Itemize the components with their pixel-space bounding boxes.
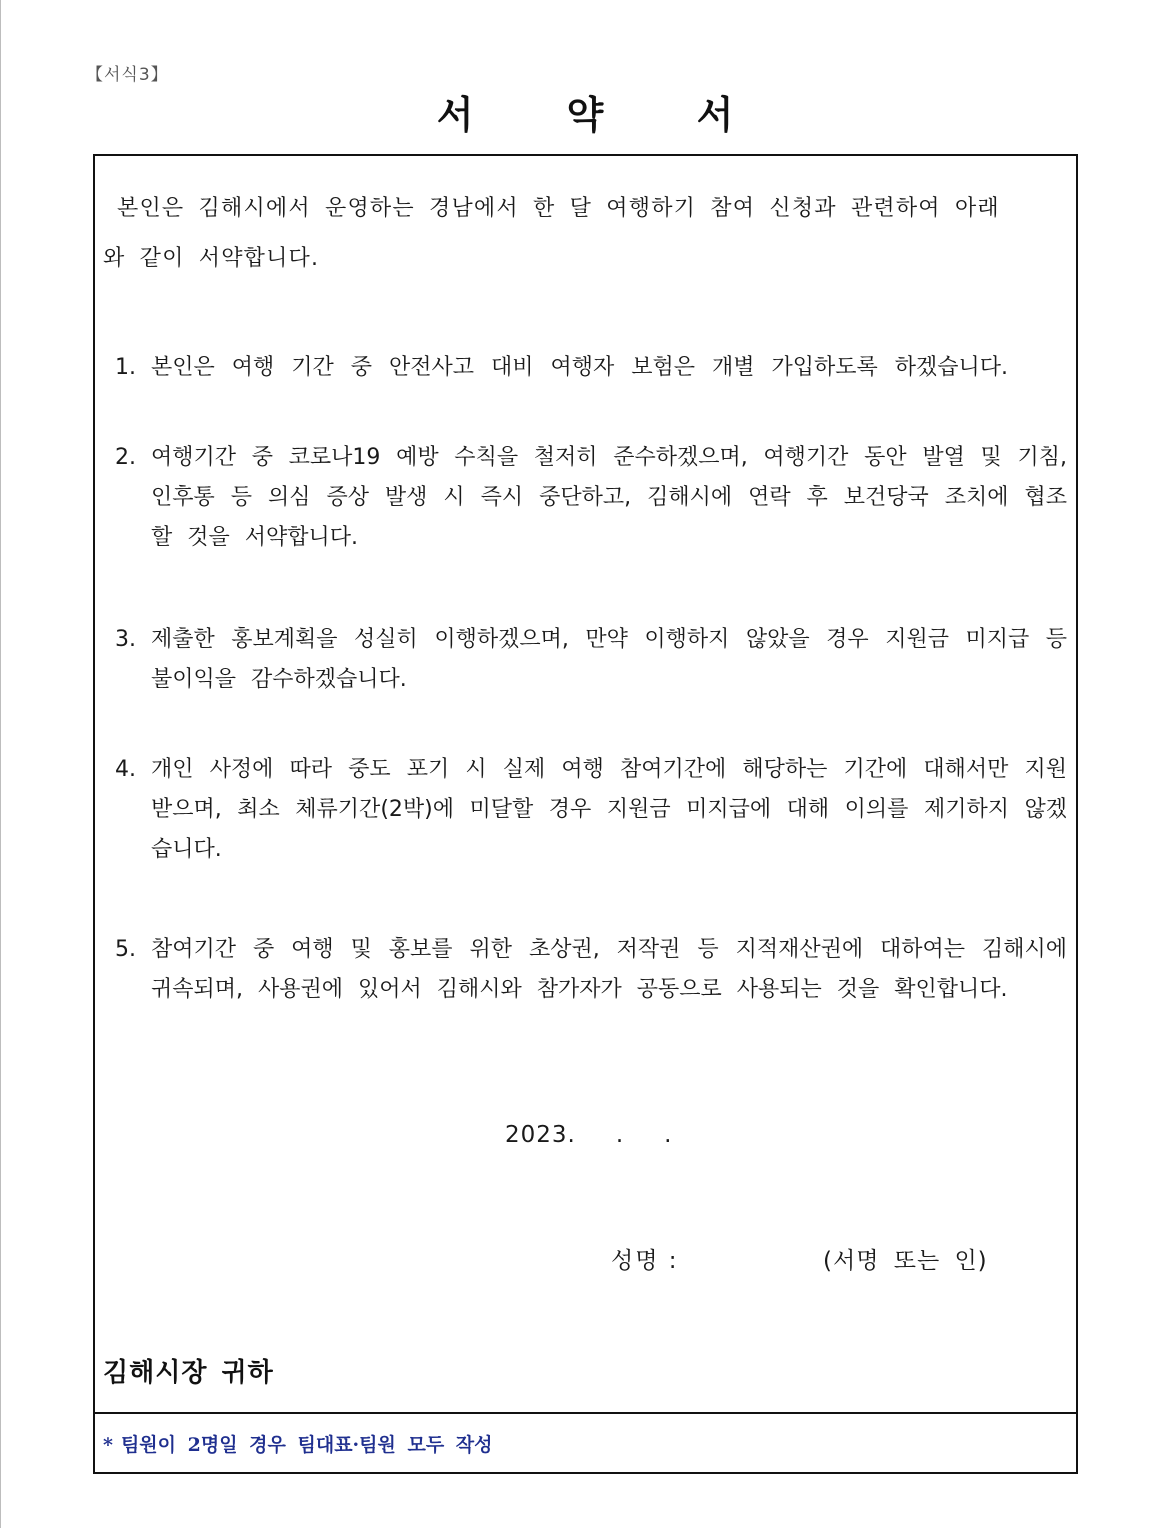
- clause-number: 2.: [115, 445, 136, 470]
- clause-text: 제출한 홍보계획을 성실히 이행하겠으며, 만약 이행하지 않았을 경우 지원금 미지급 등 불이익을 감수하겠습니다.: [151, 627, 1067, 692]
- clause-4: [115, 750, 1067, 870]
- date-field[interactable]: [505, 1122, 672, 1148]
- clause-text: 본인은 여행 기간 중 안전사고 대비 여행자 보험은 개별 가입하도록 하겠습니다.: [151, 355, 1008, 380]
- clause-number: 3.: [115, 627, 136, 652]
- intro-line-2: 와 같이 서약합니다.: [103, 246, 320, 271]
- form-number-label: 【서식3】: [86, 65, 169, 85]
- date-year: 2023.: [505, 1122, 576, 1148]
- title-char-2: 약: [566, 93, 604, 137]
- clause-2: [115, 438, 1067, 558]
- clause-1: [115, 348, 1067, 388]
- clause-number: 1.: [115, 355, 136, 380]
- intro-paragraph: [103, 184, 1063, 284]
- intro-line-1: 본인은 김해시에서 운영하는 경남에서 한 달 여행하기 참여 신청과 관련하여 아래: [117, 196, 1000, 221]
- date-month-dot: .: [615, 1122, 625, 1148]
- title-char-3: 서: [696, 93, 734, 137]
- footnote-text: 팀원이 2명일 경우 팀대표·팀원 모두 작성: [120, 1434, 493, 1456]
- footnote: [103, 1430, 493, 1457]
- footnote-divider: [95, 1412, 1076, 1414]
- clause-number: 4.: [115, 757, 136, 782]
- clause-number: 5.: [115, 937, 136, 962]
- clause-5: [115, 930, 1067, 1010]
- page-edge: [0, 0, 1, 1528]
- signature-seal-note: (서명 또는 인): [823, 1248, 988, 1274]
- addressee: 김해시장 귀하: [103, 1358, 274, 1388]
- title-char-1: 서: [436, 93, 474, 137]
- document-title: [0, 84, 1170, 139]
- signature-name-label: 성명 :: [611, 1248, 679, 1274]
- clause-text: 참여기간 중 여행 및 홍보를 위한 초상권, 저작권 등 지적재산권에 대하여는 김해시에 귀속되며, 사용권에 있어서 김해시와 참가자가 공동으로 사용되는 것을 확인합니다.: [151, 937, 1067, 1002]
- clause-text: 개인 사정에 따라 중도 포기 시 실제 여행 참여기간에 해당하는 기간에 대해서만 지원받으며, 최소 체류기간(2박)에 미달할 경우 지원금 미지급에 대해 이의를 제기하지 않겠습니다.: [151, 757, 1067, 862]
- clause-text: 여행기간 중 코로나19 예방 수칙을 철저히 준수하겠으며, 여행기간 동안 발열 및 기침, 인후통 등 의심 증상 발생 시 즉시 중단하고, 김해시에 연락 후 보건당국 조치에 협조할 것을 서약합니다.: [151, 445, 1067, 550]
- pledge-form-frame: [93, 154, 1078, 1474]
- asterisk-icon: *: [103, 1434, 113, 1456]
- clause-3: [115, 620, 1067, 700]
- date-day-dot: .: [664, 1122, 673, 1148]
